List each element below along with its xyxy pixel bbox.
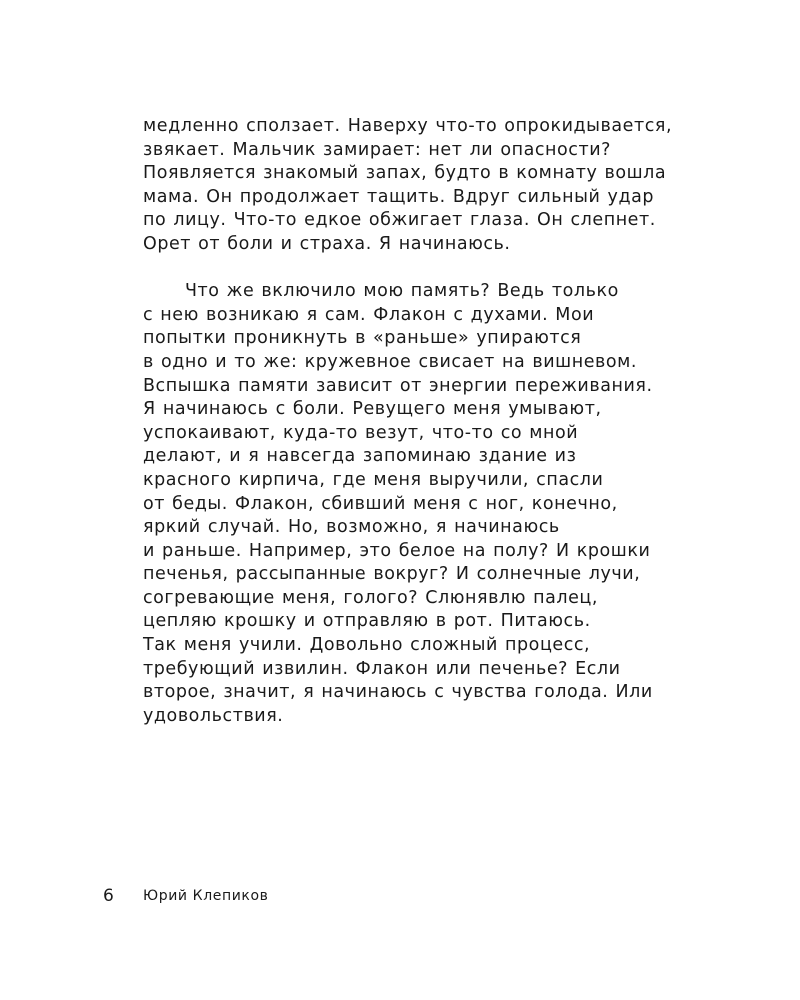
running-head-author: Юрий Клепиков (143, 888, 269, 904)
text-line: Орет от боли и страха. Я начинаюсь. (143, 233, 511, 254)
text-line: делают, и я навсегда запоминаю здание из (143, 446, 577, 467)
page-number: 6 (103, 886, 114, 906)
paragraph-2 (143, 280, 713, 728)
text-line: второе, значит, я начинаюсь с чувства голода. Или (143, 682, 653, 703)
text-line: яркий случай. Но, возможно, я начинаюсь (143, 517, 560, 538)
body-text (143, 115, 713, 728)
text-line: с нею возникаю я сам. Флакон с духами. Мои (143, 304, 595, 325)
text-line: и раньше. Например, это белое на полу? И крошки (143, 540, 651, 561)
text-line: от беды. Флакон, сбивший меня с ног, конечно, (143, 493, 618, 514)
paragraph-gap (143, 257, 713, 281)
text-line: печенья, рассыпанные вокруг? И солнечные лучи, (143, 564, 641, 585)
text-line: Что же включило мою память? Ведь только (185, 281, 619, 302)
text-line: Так меня учили. Довольно сложный процесс, (143, 635, 591, 656)
text-line: попытки проникнуть в «раньше» упираются (143, 328, 582, 349)
text-line: успокаивают, куда-то везут, что-то со мной (143, 422, 579, 443)
text-line: требующий извилин. Флакон или печенье? Если (143, 658, 621, 679)
text-line: Появляется знакомый запах, будто в комнату вошла (143, 163, 667, 184)
text-line: удовольствия. (143, 705, 284, 726)
text-line: Вспышка памяти зависит от энергии переживания. (143, 375, 653, 396)
page-footer (0, 886, 800, 910)
text-line: красного кирпича, где меня выручили, спасли (143, 469, 604, 490)
text-line: цепляю крошку и отправляю в рот. Питаюсь. (143, 611, 591, 632)
text-line: согревающие меня, голого? Слюнявлю палец, (143, 587, 599, 608)
text-line: Я начинаюсь с боли. Ревущего меня умывают, (143, 399, 602, 420)
text-line: мама. Он продолжает тащить. Вдруг сильный удар (143, 186, 655, 207)
paragraph-1 (143, 115, 713, 257)
text-line: медленно сползает. Наверху что-то опрокидывается, (143, 116, 673, 136)
text-line: в одно и то же: кружевное свисает на вишневом. (143, 351, 638, 372)
text-line: звякает. Мальчик замирает: нет ли опасности? (143, 139, 611, 160)
text-line: по лицу. Что-то едкое обжигает глаза. Он слепнет. (143, 210, 656, 231)
